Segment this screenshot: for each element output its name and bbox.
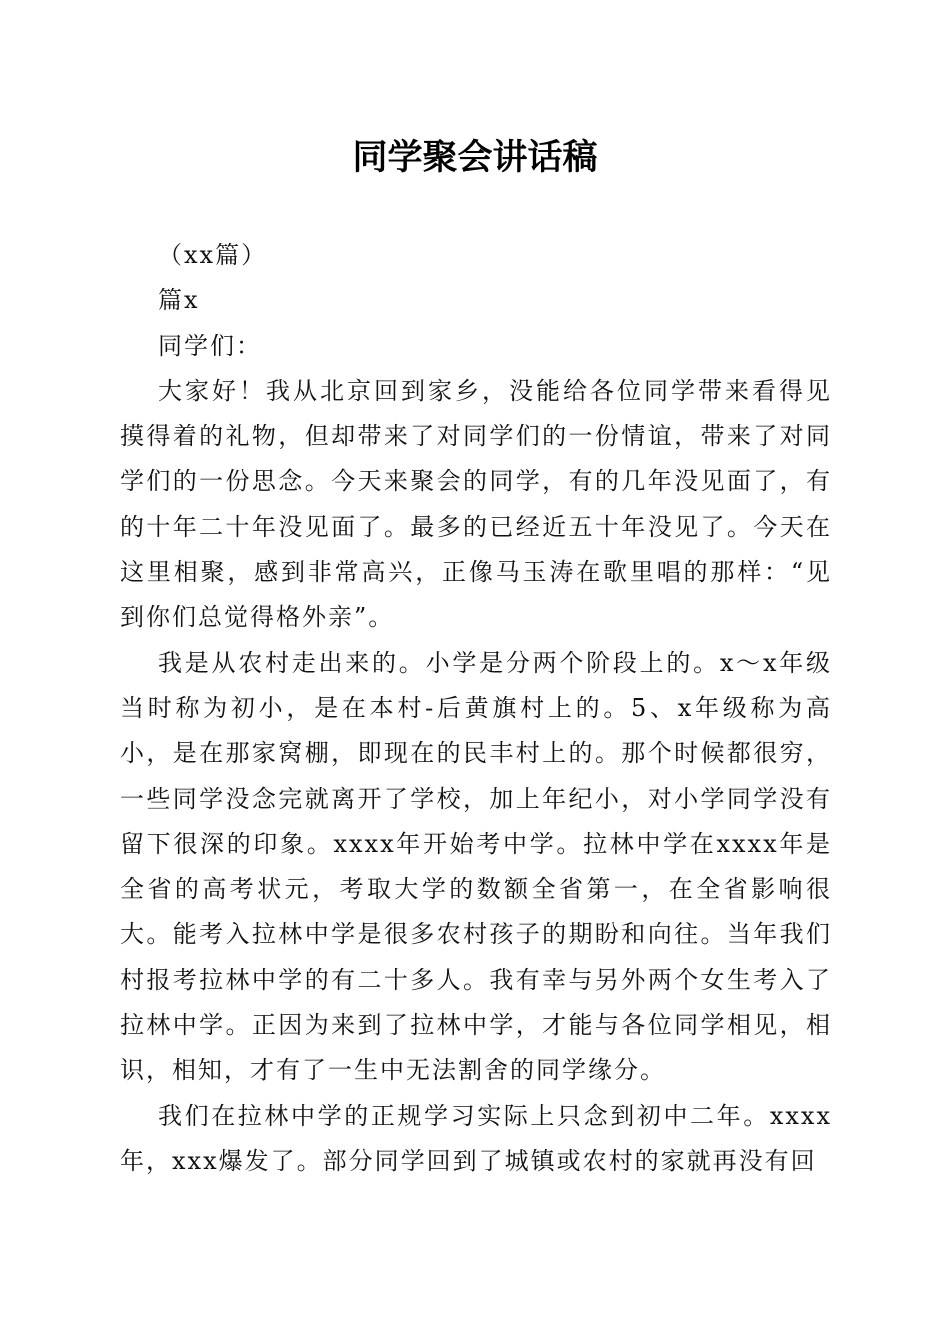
paragraph-greeting: 大家好！我从北京回到家乡，没能给各位同学带来看得见摸得着的礼物，但却带来了对同学们的一份情谊，带来了对同学们的一份思念。今天来聚会的同学，有的几年没见面了，有的十年二十年没见面了。最多的已经近五十年没见了。今天在这里相聚，感到非常高兴，正像马玉涛在歌里唱的那样：“见到你们总觉得格外亲”。 [120,376,832,632]
paragraph-salutation: 同学们： [158,331,262,360]
document-title: 同学聚会讲话稿 [352,137,598,178]
document-body [120,233,832,1184]
paragraph-subtitle: （xx篇） [158,241,268,269]
paragraph-middle-school: 我们在拉林中学的正规学习实际上只念到初中二年。xxxx年，xxx爆发了。部分同学回到了城镇或农村的家就再没有回 [120,1101,832,1175]
paragraph-school-history: 我是从农村走出来的。小学是分两个阶段上的。x～x年级当时称为初小，是在本村-后黄旗村上的。5、x年级称为高小，是在那家窝棚，即现在的民丰村上的。那个时候都很穷，一些同学没念完就离开了学校，加上年纪小，对小学同学没有留下很深的印象。xxxx年开始考中学。拉林中学在xxxx年是全省的高考状元，考取大学的数额全省第一，在全省影响很大。能考入拉林中学是很多农村孩子的期盼和向往。当年我们村报考拉林中学的有二十多人。我有幸与另外两个女生考入了拉林中学。正因为来到了拉林中学，才能与各位同学相见，相识，相知，才有了一生中无法割舍的同学缘分。 [120,648,832,1085]
paragraph-section-label: 篇x [158,286,200,315]
